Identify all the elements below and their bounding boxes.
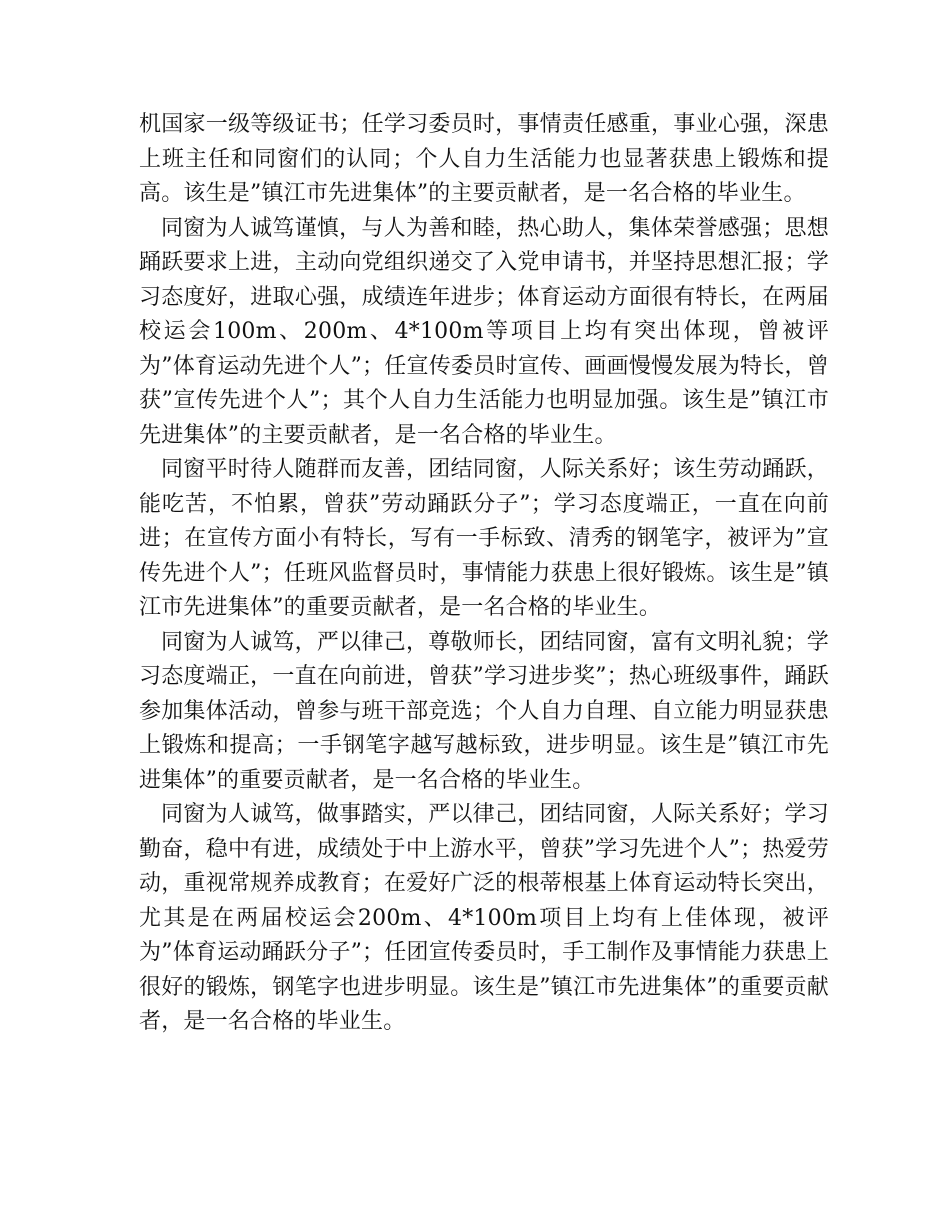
paragraph-5: 同窗为人诚笃，做事踏实，严以律己，团结同窗，人际关系好；学习勤奋，稳中有进，成绩处于中上游水平，曾获”学习先进个人”；热爱劳动，重视常规养成教育；在爱好广泛的根蒂根基上体育运动特长突出，尤其是在两届校运会200m、4*100m项目上均有上佳体现，被评为”体育运动踊跃分子”；任团宣传委员时，手工制作及事情能力获患上很好的锻炼，钢笔字也进步明显。该生是”镇江市先进集体”的重要贡献者，是一名合格的毕业生。 bbox=[139, 802, 829, 1034]
paragraph-1: 机国家一级等级证书；任学习委员时，事情责任感重，事业心强，深患上班主任和同窗们的认同；个人自力生活能力也显著获患上锻炼和提高。该生是”镇江市先进集体”的主要贡献者，是一名合格的毕业生。 bbox=[139, 112, 829, 206]
paragraph-4: 同窗为人诚笃，严以律己，尊敬师长，团结同窗，富有文明礼貌；学习态度端正，一直在向前进，曾获”学习进步奖”；热心班级事件，踊跃参加集体活动，曾参与班干部竞选；个人自力自理、自立能力明显获患上锻炼和提高；一手钢笔字越写越标致，进步明显。该生是”镇江市先进集体”的重要贡献者，是一名合格的毕业生。 bbox=[139, 629, 829, 793]
paragraph-2: 同窗为人诚笃谨慎，与人为善和睦，热心助人，集体荣誉感强；思想踊跃要求上进，主动向党组织递交了入党申请书，并坚持思想汇报；学习态度好，进取心强，成绩连年进步；体育运动方面很有特长，在两届校运会100m、200m、4*100m等项目上均有突出体现，曾被评为”体育运动先进个人”；任宣传委员时宣传、画画慢慢发展为特长，曾获”宣传先进个人”；其个人自力生活能力也明显加强。该生是”镇江市先进集体”的主要贡献者，是一名合格的毕业生。 bbox=[139, 215, 829, 448]
document-body bbox=[139, 108, 829, 1040]
paragraph-3: 同窗平时待人随群而友善，团结同窗，人际关系好；该生劳动踊跃，能吃苦，不怕累，曾获”劳动踊跃分子”；学习态度端正，一直在向前进；在宣传方面小有特长，写有一手标致、清秀的钢笔字，被评为”宣传先进个人”；任班风监督员时，事情能力获患上很好锻炼。该生是”镇江市先进集体”的重要贡献者，是一名合格的毕业生。 bbox=[139, 457, 829, 620]
